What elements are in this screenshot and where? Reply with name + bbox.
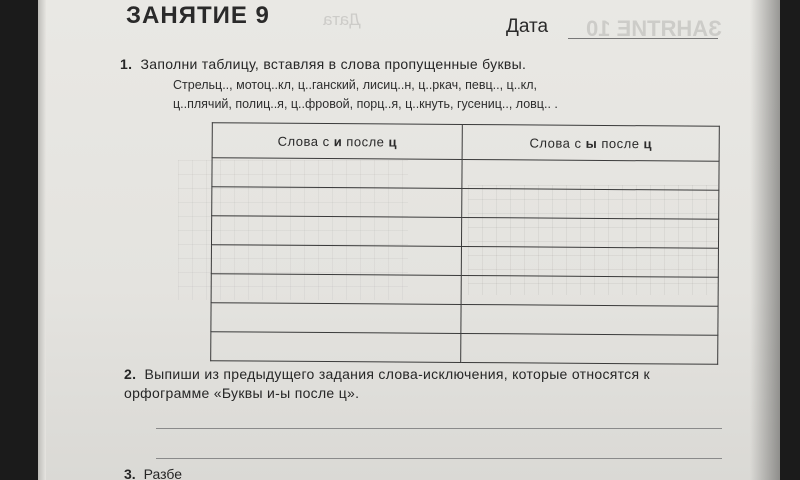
table-header-y-after-ts: Слова с ы после ц	[462, 124, 719, 161]
task-number: 2.	[124, 366, 137, 382]
task-text: Выпиши из предыдущего задания слова-исключения, которые относятся к орфограмме «Буквы и-ы после ц».	[124, 366, 650, 401]
workbook-page	[38, 0, 780, 480]
bleed-through-lesson-10: ЗАНЯТИЕ 10	[586, 16, 722, 41]
table-row	[211, 274, 718, 307]
page-binding-edge	[38, 0, 46, 480]
answer-cell-y[interactable]	[462, 159, 719, 190]
task-2-prompt	[124, 365, 724, 403]
table-row	[211, 216, 718, 249]
task-1-prompt	[120, 56, 526, 72]
answer-line[interactable]	[156, 458, 722, 459]
task-text: Разбе	[143, 466, 182, 480]
word-list-line: ц..плячий, полиц..я, ц..фровой, порц..я, ц..кнуть, гусениц.., ловц.. .	[173, 97, 558, 111]
answer-cell-i[interactable]	[211, 332, 461, 363]
task-number: 3.	[124, 466, 136, 480]
page-curl-shadow	[750, 0, 780, 480]
table-row	[211, 332, 718, 365]
fill-in-table	[210, 122, 720, 365]
table-row	[212, 187, 719, 220]
answer-line[interactable]	[156, 428, 722, 429]
answer-cell-i[interactable]	[211, 216, 461, 247]
answer-cell-y[interactable]	[462, 246, 719, 277]
answer-cell-i[interactable]	[211, 245, 461, 276]
bleed-through-date: Дата	[323, 10, 361, 29]
answer-cell-y[interactable]	[461, 304, 718, 335]
table-row	[211, 303, 718, 336]
date-field[interactable]	[568, 38, 718, 39]
table-row	[211, 245, 718, 278]
word-list	[173, 76, 733, 114]
table-row	[212, 158, 719, 191]
answer-cell-i[interactable]	[211, 274, 461, 305]
table-body	[211, 158, 719, 365]
answer-cell-i[interactable]	[212, 158, 462, 189]
date-label: Дата	[506, 16, 549, 37]
answer-cell-i[interactable]	[211, 303, 461, 334]
lesson-title: ЗАНЯТИЕ 9	[126, 2, 270, 29]
task-number: 1.	[120, 56, 133, 72]
task-text: Заполни таблицу, вставляя в слова пропущенные буквы.	[140, 56, 527, 72]
answer-cell-y[interactable]	[461, 275, 718, 306]
answer-cell-y[interactable]	[462, 188, 719, 219]
table-header-i-after-ts: Слова с и после ц	[212, 123, 463, 160]
answer-cell-y[interactable]	[461, 333, 718, 364]
answer-cell-i[interactable]	[212, 187, 462, 218]
answer-cell-y[interactable]	[462, 217, 719, 248]
word-list-line: Стрельц.., мотоц..кл, ц..ганский, лисиц..н, ц..ркач, певц.., ц..кл,	[173, 78, 538, 92]
task-3-prompt	[124, 466, 182, 480]
